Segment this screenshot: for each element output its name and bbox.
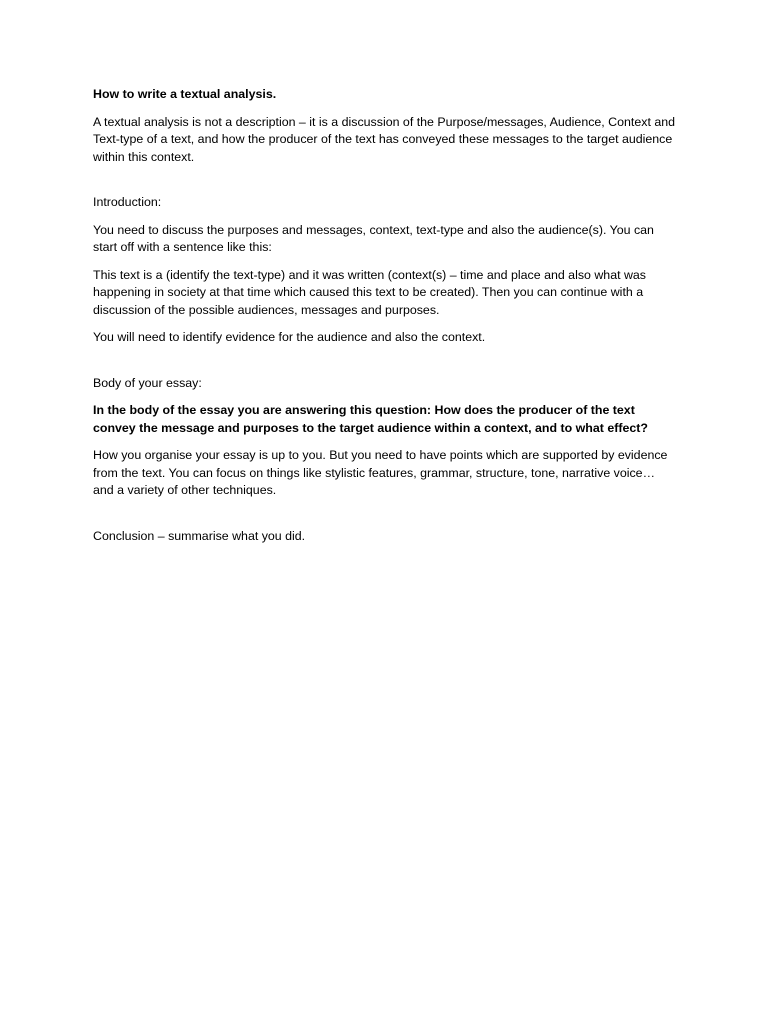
document-title: How to write a textual analysis.: [93, 87, 277, 101]
body-question: In the body of the essay you are answering this question: How does the producer of the text convey the message and purposes to the target audience within a context, and to what effect?: [93, 403, 648, 435]
document-body: [93, 86, 679, 555]
introduction-paragraph-2: This text is a (identify the text-type) and it was written (context(s) – time and place and also what was happening in society at that time which caused this text to be created). Then you can continue with a discussion of the possible audiences, messages and purposes.: [93, 267, 647, 317]
conclusion-line: Conclusion – summarise what you did.: [93, 528, 306, 543]
intro-paragraph: A textual analysis is not a description – it is a discussion of the Purpose/messages, Audience, Context and Text-type of a text, and how the producer of the text has conveyed these messages to the target audience within this context.: [93, 114, 676, 164]
body-paragraph: How you organise your essay is up to you. But you need to have points which are supported by evidence from the text. You can focus on things like stylistic features, grammar, structure, tone, narrative voice… and a variety of other techniques.: [93, 448, 668, 497]
introduction-paragraph-1: You need to discuss the purposes and messages, context, text-type and also the audience(s). You can start off with a sentence like this:: [93, 222, 654, 254]
introduction-heading: Introduction:: [93, 195, 162, 209]
body-heading: Body of your essay:: [93, 375, 202, 390]
introduction-paragraph-3: You will need to identify evidence for the audience and also the context.: [93, 330, 486, 344]
